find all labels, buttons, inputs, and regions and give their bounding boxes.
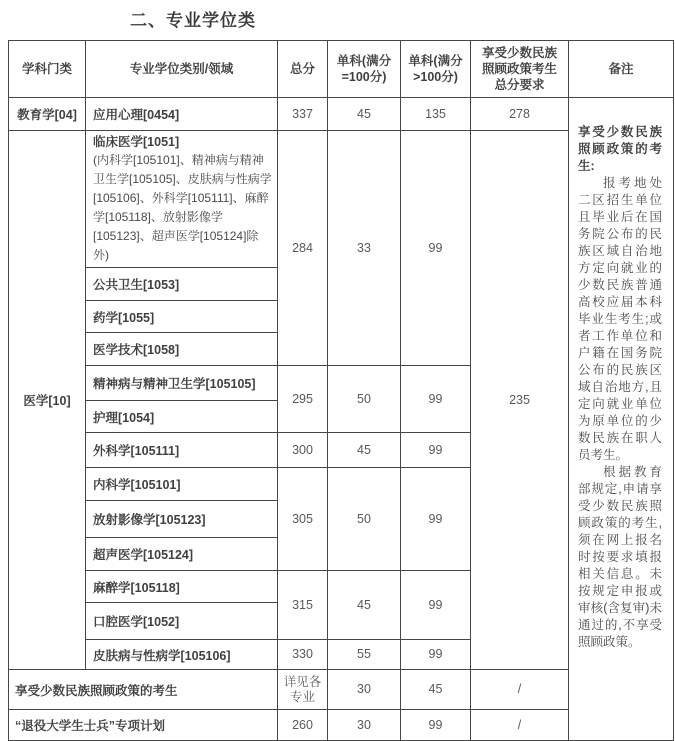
cell-field-applied-psychology: 应用心理[0454] bbox=[86, 98, 278, 131]
cell-total-surgery: 300 bbox=[278, 433, 328, 468]
cell-field-stomatology: 口腔医学[1052] bbox=[86, 603, 278, 640]
cell-total-group1: 284 bbox=[278, 131, 328, 366]
cell-field-clinical-medicine bbox=[86, 131, 278, 268]
cell-category-education: 教育学[04] bbox=[9, 98, 86, 131]
cell-total-group3: 305 bbox=[278, 468, 328, 571]
header-subject-category: 学科门类 bbox=[9, 41, 86, 98]
cell-minority-minority-candidates: / bbox=[471, 670, 569, 710]
header-minority-policy: 享受少数民族照顾政策考生总分要求 bbox=[471, 41, 569, 98]
cell-eq100-dermatology: 55 bbox=[328, 640, 401, 670]
cell-total-veteran-plan: 260 bbox=[278, 710, 328, 741]
cell-eq100-minority-candidates: 30 bbox=[328, 670, 401, 710]
clinical-medicine-note: (内科学[105101]、精神病与精神卫生学[105105]、皮肤病与性病学[105106]、外科学[105111]、麻醉学[105118]、放射影像学[105123]、超声医学[105124]除外) bbox=[93, 153, 272, 262]
cell-category-medicine: 医学[10] bbox=[9, 131, 86, 670]
cell-minority-veteran-plan: / bbox=[471, 710, 569, 741]
cell-field-medical-technology: 医学技术[1058] bbox=[86, 333, 278, 366]
cell-gt100-minority-candidates: 45 bbox=[401, 670, 471, 710]
cell-field-anesthesiology: 麻醉学[105118] bbox=[86, 571, 278, 603]
header-total-score: 总分 bbox=[278, 41, 328, 98]
cell-gt100-dermatology: 99 bbox=[401, 640, 471, 670]
cell-field-ultrasound: 超声医学[105124] bbox=[86, 538, 278, 571]
cell-label-minority-candidates: 享受少数民族照顾政策的考生 bbox=[9, 670, 278, 710]
remarks-paragraph-2: 根据教育部规定,申请享受少数民族照顾政策的考生,须在网上报名时按要求填报相关信息。未按规定申报或审核(含复审)未通过的,不享受照顾政策。 bbox=[578, 465, 662, 649]
cell-eq100-group1: 33 bbox=[328, 131, 401, 366]
cell-eq100-group3: 50 bbox=[328, 468, 401, 571]
cell-gt100-group3: 99 bbox=[401, 468, 471, 571]
row-applied-psychology bbox=[9, 98, 674, 131]
cell-field-surgery: 外科学[105111] bbox=[86, 433, 278, 468]
cell-eq100-group4: 45 bbox=[328, 571, 401, 640]
cell-field-pharmacy: 药学[1055] bbox=[86, 301, 278, 333]
header-remarks: 备注 bbox=[569, 41, 674, 98]
cell-eq100-surgery: 45 bbox=[328, 433, 401, 468]
cell-field-dermatology: 皮肤病与性病学[105106] bbox=[86, 640, 278, 670]
cell-total-group2: 295 bbox=[278, 366, 328, 433]
cell-eq100-group2: 50 bbox=[328, 366, 401, 433]
header-single-gt100: 单科(满分>100分) bbox=[401, 41, 471, 98]
professional-degree-score-table bbox=[8, 40, 674, 741]
cell-minority-medicine: 235 bbox=[471, 131, 569, 670]
cell-total-dermatology: 330 bbox=[278, 640, 328, 670]
cell-gt100-surgery: 99 bbox=[401, 433, 471, 468]
cell-eq100-veteran-plan: 30 bbox=[328, 710, 401, 741]
cell-field-nursing: 护理[1054] bbox=[86, 401, 278, 433]
table-header-row bbox=[9, 41, 674, 98]
cell-field-internal-medicine: 内科学[105101] bbox=[86, 468, 278, 501]
cell-eq100-applied-psychology: 45 bbox=[328, 98, 401, 131]
cell-gt100-group2: 99 bbox=[401, 366, 471, 433]
header-degree-field: 专业学位类别/领域 bbox=[86, 41, 278, 98]
remarks-heading: 享受少数民族照顾政策的考生: bbox=[578, 125, 662, 173]
cell-gt100-applied-psychology: 135 bbox=[401, 98, 471, 131]
cell-gt100-veteran-plan: 99 bbox=[401, 710, 471, 741]
cell-label-veteran-plan: “退役大学生士兵”专项计划 bbox=[9, 710, 278, 741]
cell-field-public-health: 公共卫生[1053] bbox=[86, 268, 278, 301]
cell-field-psychiatry: 精神病与精神卫生学[105105] bbox=[86, 366, 278, 401]
cell-gt100-group4: 99 bbox=[401, 571, 471, 640]
header-single-eq100: 单科(满分=100分) bbox=[328, 41, 401, 98]
remarks-cell bbox=[569, 98, 674, 741]
section-title: 二、专业学位类 bbox=[130, 11, 256, 30]
cell-total-minority-candidates: 详见各专业 bbox=[278, 670, 328, 710]
cell-total-group4: 315 bbox=[278, 571, 328, 640]
clinical-medicine-title: 临床医学[1051] bbox=[93, 135, 180, 149]
cell-minority-applied-psychology: 278 bbox=[471, 98, 569, 131]
cell-total-applied-psychology: 337 bbox=[278, 98, 328, 131]
cell-field-radiology: 放射影像学[105123] bbox=[86, 501, 278, 538]
remarks-paragraph-1: 报考地处二区招生单位且毕业后在国务院公布的民族区域自治地方定向就业的少数民族普通高校应届本科毕业生考生;或者工作单位和户籍在国务院公布的民族区域自治地方,且定向就业单位为原单位的少数民族在职人员考生。 bbox=[578, 176, 662, 462]
cell-gt100-group1: 99 bbox=[401, 131, 471, 366]
